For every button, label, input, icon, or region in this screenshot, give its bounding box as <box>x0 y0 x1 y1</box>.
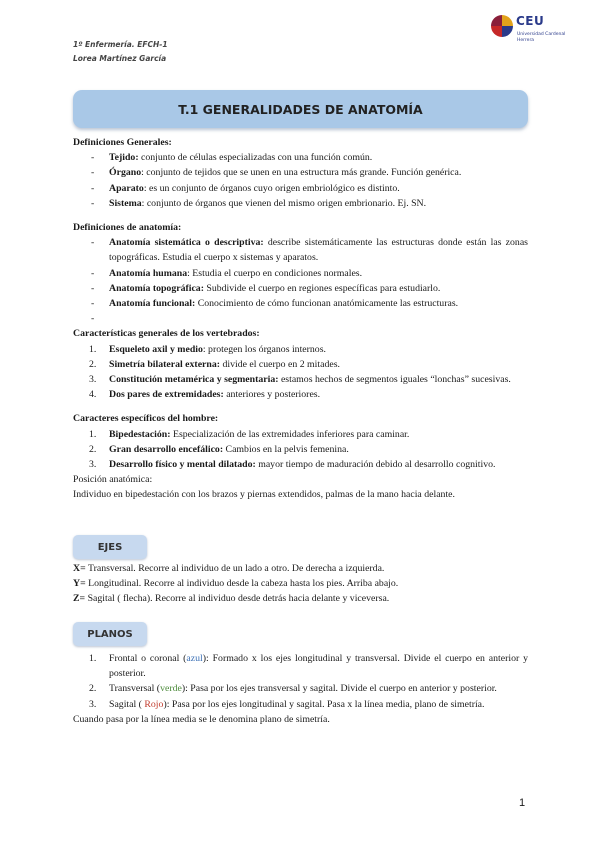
logo-text: CEU <box>516 14 545 28</box>
list-item: - Anatomía sistemática o descriptiva: describe sistemáticamente las estructuras donde están las zonas topográficas. Estudia el cuerpo x sistemas y aparatos. <box>91 237 528 264</box>
definition: conjunto de células especializadas con una función común. <box>138 152 373 164</box>
section-heading-vertebrados: Características generales de los vertebrados: <box>73 328 260 340</box>
term: Aparato <box>109 182 144 194</box>
author-label: Lorea Martínez García <box>73 54 167 63</box>
list-item: - Anatomía funcional: Conocimiento de cómo funcionan anatómicamente las estructuras. <box>91 298 459 310</box>
term: Sistema <box>109 197 142 209</box>
page-title: T.1 GENERALIDADES DE ANATOMÍA <box>73 90 528 128</box>
list-item <box>73 342 528 357</box>
item-number: 3. <box>89 374 97 386</box>
list-item <box>73 387 528 402</box>
course-label: 1º Enfermería. EFCH-1 <box>73 40 168 49</box>
list-hombre <box>73 427 528 473</box>
color-word-azul: azul <box>186 653 203 664</box>
list-item <box>73 372 528 387</box>
list-generales <box>73 150 528 211</box>
color-word-verde: verde <box>160 683 182 695</box>
item-number: 1. <box>89 343 97 355</box>
term: Anatomía sistemática o descriptiva: <box>109 237 264 249</box>
definition: divide el cuerpo en 2 mitades. <box>220 358 340 370</box>
page-number: 1 <box>519 797 526 809</box>
list-item <box>73 457 528 472</box>
plane-desc: ): Formado x los ejes longitudinal y transversal. Divide el cuerpo en anterior y posterior. <box>109 653 528 680</box>
axis-label: Y= <box>73 578 86 590</box>
definition: Conocimiento de cómo funcionan anatómicamente las estructuras. <box>195 298 459 310</box>
item-number: 3. <box>89 459 97 471</box>
list-vertebrados <box>73 342 528 403</box>
term: Anatomía funcional: <box>109 298 196 310</box>
list-item <box>73 427 528 442</box>
definition: : conjunto de tejidos que se unen en una estructura más grande. Función genérica. <box>141 167 462 179</box>
list-item <box>73 442 528 457</box>
ceu-emblem-icon <box>490 14 514 38</box>
plane-name: Transversal ( <box>109 683 161 695</box>
axis-line-y <box>73 576 528 591</box>
axis-line-z <box>73 591 528 606</box>
definition: estamos hechos de segmentos iguales “lonchas” sucesivas. <box>278 374 511 386</box>
definition: : es un conjunto de órganos cuyo origen embriológico es distinto. <box>143 182 400 194</box>
list-anatomia <box>73 235 528 326</box>
list-item: - Anatomía topográfica: Subdivide el cuerpo en regiones específicas para estudiarlo. <box>91 282 441 294</box>
plane-desc: ): Pasa por los ejes transversal y sagital. Divide el cuerpo en anterior y posterior. <box>181 683 497 695</box>
term: Bipedestación: <box>109 428 171 440</box>
list-item <box>73 651 528 681</box>
plane-name: Frontal o coronal ( <box>109 653 187 664</box>
axis-label: Z= <box>73 593 86 605</box>
definition: Cambios en la pelvis femenina. <box>223 443 349 455</box>
definition: : conjunto de órganos que vienen del mismo origen embrionario. Ej. SN. <box>141 197 427 209</box>
planos-heading: PLANOS <box>73 622 147 646</box>
posicion-text: Individuo en bipedestación con los brazos y piernas extendidos, palmas de la mano hacia delante. <box>73 489 455 501</box>
axis-label: X= <box>73 563 86 574</box>
plane-desc: ): Pasa por los ejes longitudinal y sagital. Pasa x la línea media, plano de simetría. <box>163 698 485 710</box>
axis-text: Longitudinal. Recorre al individuo desde la cabeza hasta los pies. Arriba abajo. <box>85 578 399 590</box>
definition: Subdivide el cuerpo en regiones específicas para estudiarlo. <box>203 282 441 294</box>
axis-line-x <box>73 561 528 576</box>
term: Órgano <box>109 167 142 179</box>
definition: mayor tiempo de maduración debido al desarrollo cognitivo. <box>255 459 496 471</box>
term: Simetría bilateral externa: <box>109 358 220 370</box>
ejes-heading: EJES <box>73 535 147 559</box>
color-word-rojo: Rojo <box>144 698 164 710</box>
term: Desarrollo físico y mental dilatado: <box>109 459 256 471</box>
axis-text: Sagital ( flecha). Recorre al individuo desde detrás hacia delante y viceversa. <box>85 593 390 605</box>
definition: : protegen los órganos internos. <box>202 343 326 355</box>
list-item: - Sistema: conjunto de órganos que vienen del mismo origen embrionario. Ej. SN. <box>91 197 427 209</box>
item-number: 1. <box>89 428 97 440</box>
term: Anatomía humana <box>109 267 188 279</box>
logo-subtitle: Universidad Cardenal Herrera <box>517 32 566 43</box>
section-heading-hombre: Caracteres específicos del hombre: <box>73 413 219 425</box>
term: Dos pares de extremidades: <box>109 389 224 401</box>
item-number: 3. <box>89 698 97 710</box>
term: Constitución metamérica y segmentaria: <box>109 374 279 386</box>
definition: : Estudia el cuerpo en condiciones normales. <box>187 267 363 279</box>
section-heading-anatomia: Definiciones de anatomía: <box>73 222 182 234</box>
document-body <box>73 135 528 503</box>
definition: anteriores y posteriores. <box>223 389 321 401</box>
item-number: 2. <box>89 683 97 695</box>
section-heading-generales: Definiciones Generales: <box>73 137 172 148</box>
definition: Especialización de las extremidades inferiores para caminar. <box>170 428 410 440</box>
list-planos <box>73 651 528 712</box>
list-item: - Anatomía humana: Estudia el cuerpo en condiciones normales. <box>91 267 363 279</box>
item-number: 1. <box>89 653 97 664</box>
term: Anatomía topográfica: <box>109 282 204 294</box>
list-item-empty: - <box>91 313 95 325</box>
list-item <box>73 697 528 712</box>
document-header <box>73 38 168 66</box>
axis-text: Transversal. Recorre al individuo de un lado a otro. De derecha a izquierda. <box>85 563 385 574</box>
list-item: - Órgano: conjunto de tejidos que se unen en una estructura más grande. Función genérica. <box>91 167 462 179</box>
list-item: - Tejido: conjunto de células especializadas con una función común. <box>91 152 373 164</box>
definition: describe sistemáticamente las estructuras donde están las zonas topográficas. Estudia el cuerpo x sistemas y aparatos. <box>109 237 528 264</box>
term: Esqueleto axil y medio <box>109 343 203 355</box>
list-item <box>73 357 528 372</box>
ejes-block <box>73 561 528 607</box>
posicion-label: Posición anatómica: <box>73 474 153 486</box>
item-number: 2. <box>89 358 97 370</box>
planos-footer: Cuando pasa por la línea media se le denomina plano de simetría. <box>73 713 330 725</box>
plane-name: Sagital ( <box>109 698 145 710</box>
list-item <box>73 681 528 696</box>
planos-block <box>73 651 528 727</box>
item-number: 2. <box>89 443 97 455</box>
term: Tejido: <box>109 152 139 164</box>
list-item: - Aparato: es un conjunto de órganos cuyo origen embriológico es distinto. <box>91 182 400 194</box>
term: Gran desarrollo encefálico: <box>109 443 224 455</box>
ceu-logo <box>490 12 580 52</box>
item-number: 4. <box>89 389 97 401</box>
